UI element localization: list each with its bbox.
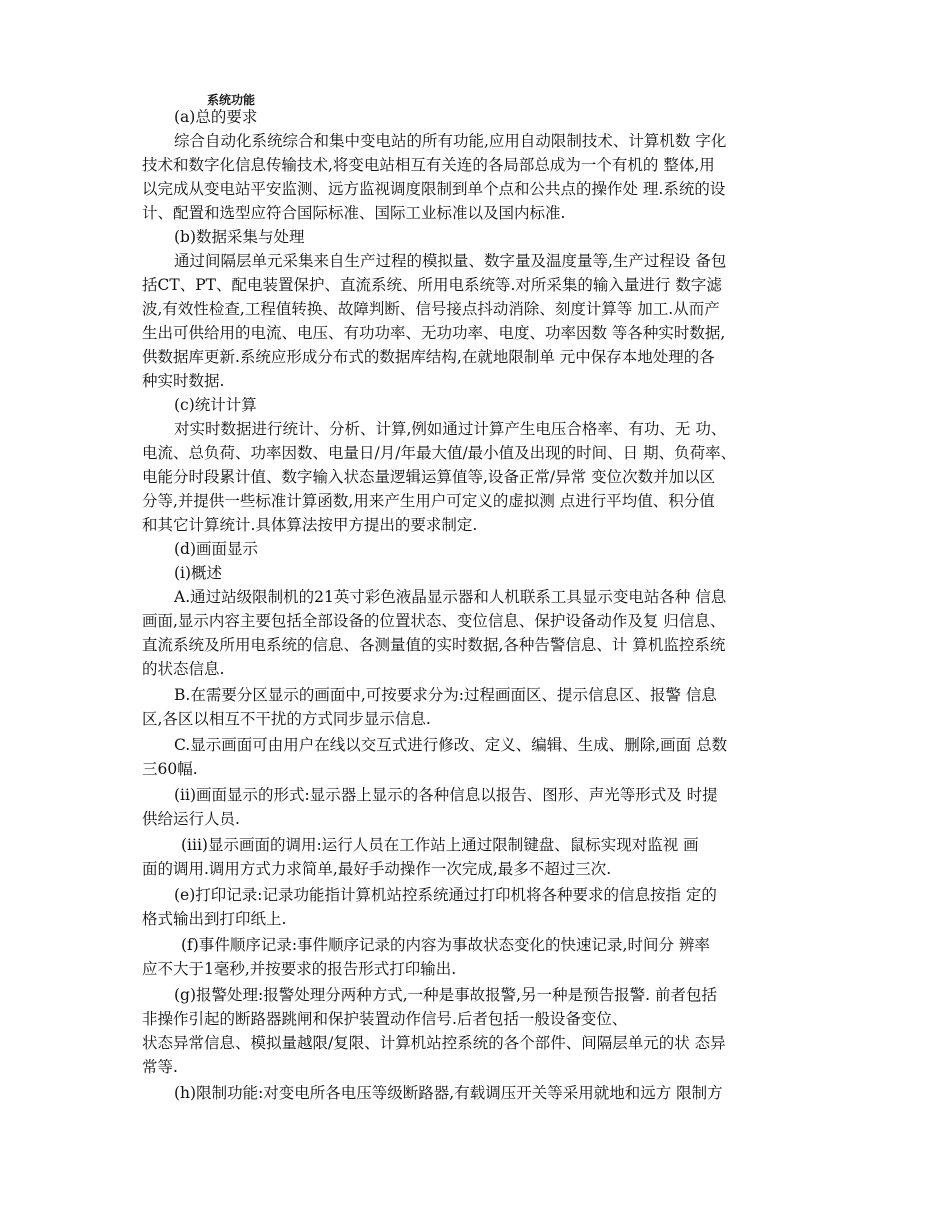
subsection-heading-d-i: (i)概述 [174,564,223,582]
paragraph-line: 状态异常信息、模拟量越限/复限、计算机站控系统的各个部件、间隔层单元的状 态异 [142,1034,726,1052]
paragraph-line: 对实时数据进行统计、分析、计算,例如通过计算产生电压合格率、有功、无 功、 [174,420,727,438]
subsection-heading-d: (d)画面显示 [174,540,259,558]
paragraph-line: 常等. [142,1058,178,1076]
paragraph-line: 综合自动化系统综合和集中变电站的所有功能,应用自动限制技术、计算机数 字化 [174,132,727,150]
subsection-heading-f: (f)事件顺序记录:事件顺序记录的内容为事故状态变化的快速记录,时间分 辨率 [181,936,710,954]
subsection-heading-b: (b)数据采集与处理 [174,228,305,246]
paragraph-line: A.通过站级限制机的21英寸彩色液晶显示器和人机联系工具显示变电站各种 信息 [174,588,727,606]
paragraph-line: 波,有效性检查,工程值转换、故障判断、信号接点抖动消除、刻度计算等 加工.从而产 [142,300,720,318]
paragraph-line: 非操作引起的断路器跳闸和保护装置动作信号.后者包括一般设备变位、 [142,1010,628,1028]
section-heading: 系统功能 [207,93,256,107]
paragraph-line: 直流系统及所用电系统的信息、各测量值的实时数据,各种告警信息、计 算机监控系统 [142,636,726,654]
paragraph-line: 应不大于1毫秒,并按要求的报告形式打印输出. [142,960,457,978]
paragraph-line: 电能分时段累计值、数字输入状态量逻辑运算值等,设备正常/异常 变位次数并加以区 [142,468,716,486]
paragraph-line: 种实时数据. [142,372,225,390]
paragraph-line: B.在需要分区显示的画面中,可按要求分为:过程画面区、提示信息区、报警 信息 [174,686,717,704]
paragraph-line: 画面,显示内容主要包括全部设备的位置状态、变位信息、保护设备动作及复 归信息、 [142,612,726,630]
paragraph-line: 和其它计算统计.具体算法按甲方提出的要求制定. [142,516,478,534]
paragraph-line: C.显示画面可由用户在线以交互式进行修改、定义、编辑、生成、删除,画面 总数 [174,736,728,754]
paragraph-line: (iii)显示画面的调用:运行人员在工作站上通过限制键盘、鼠标实现对监视 画 [181,836,699,854]
subsection-heading-e: (e)打印记录:记录功能指计算机站控系统通过打印机将各种要求的信息按指 定的 [174,886,717,904]
paragraph-line: 计、配置和选型应符合国际标准、国际工业标准以及国内标准. [142,204,566,222]
paragraph-line: 格式输出到打印纸上. [142,910,287,928]
subsection-heading-c: (c)统计计算 [174,396,257,414]
paragraph-line: 生出可供给用的电流、电压、有功功率、无功功率、电度、功率因数 等各种实时数据, [142,324,726,342]
subsection-heading-h: (h)限制功能:对变电所各电压等级断路器,有载调压开关等采用就地和远方 限制方 [174,1084,723,1102]
subsection-heading-g: (g)报警处理:报警处理分两种方式,一种是事故报警,另一种是预告报警. 前者包括 [174,986,717,1004]
paragraph-line: 三60幅. [142,760,198,778]
paragraph-line: 供给运行人员. [142,810,240,828]
paragraph-line: 面的调用.调用方式力求简单,最好手动操作一次完成,最多不超过三次. [142,860,612,878]
paragraph-line: 供数据库更新.系统应形成分布式的数据库结构,在就地限制单 元中保存本地处理的各 [142,348,715,366]
paragraph-line: 以完成从变电站平安监测、远方监视调度限制到单个点和公共点的操作处 理.系统的设 [142,180,726,198]
paragraph-line: 通过间隔层单元采集来自生产过程的模拟量、数字量及温度量等,生产过程设 备包 [174,252,727,270]
paragraph-line: 电流、总负荷、功率因数、电量日/月/年最大值/最小值及出现的时间、日 期、负荷率、 [142,444,737,462]
paragraph-line: 技术和数字化信息传输技术,将变电站相互有关连的各局部总成为一个有机的 整体,用 [142,156,715,174]
paragraph-line: (ii)画面显示的形式:显示器上显示的各种信息以报告、图形、声光等形式及 时提 [174,786,718,804]
subsection-heading-a: (a)总的要求 [174,108,258,126]
paragraph-line: 的状态信息. [142,660,225,678]
paragraph-line: 区,各区以相互不干扰的方式同步显示信息. [142,710,431,728]
paragraph-line: 分等,并提供一些标准计算函数,用来产生用户可定义的虚拟测 点进行平均值、积分值 [142,492,715,510]
paragraph-line: 括CT、PT、配电装置保护、直流系统、所用电系统等.对所采集的输入量进行 数字滤 [142,276,722,294]
